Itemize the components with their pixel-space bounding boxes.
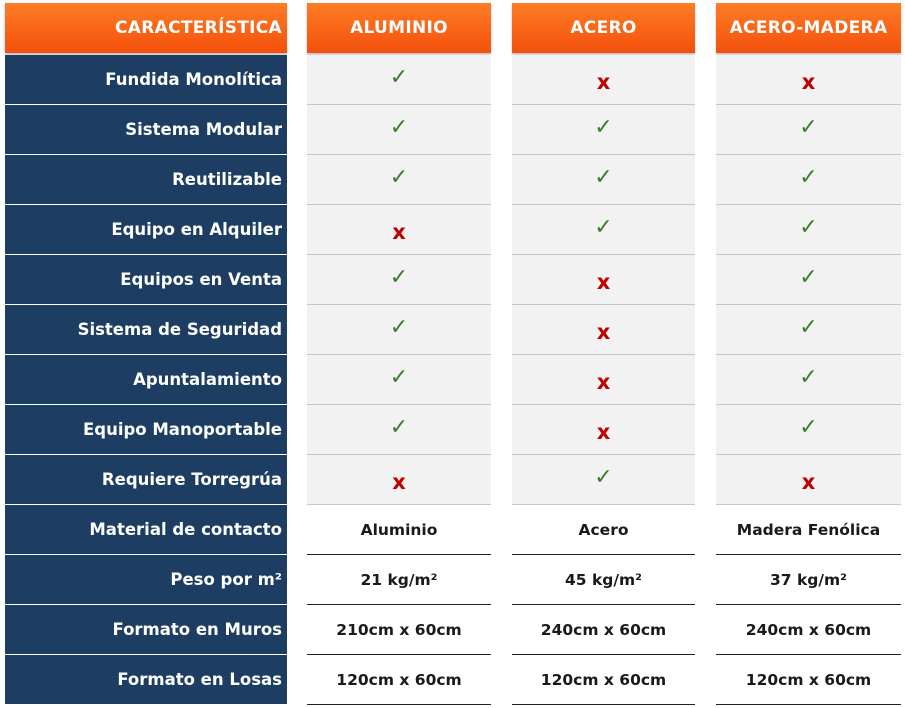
cell-value: 37 kg/m² [770,570,847,589]
row-label-formato-en-losas: Formato en Losas [5,655,287,705]
table-cell [512,605,695,655]
table-cell [307,355,491,405]
table-cell [512,505,695,555]
check-icon: ✓ [389,415,409,440]
cell-value: 240cm x 60cm [745,620,872,639]
cell-value: Acero [578,520,629,539]
table-cell [716,355,901,405]
check-icon: ✓ [799,365,818,390]
check-icon: ✓ [594,165,613,190]
table-cell [716,305,901,355]
table-cell [512,355,695,405]
table-cell [716,205,901,255]
table-cell [716,555,901,605]
column-header-acero: ACERO [512,3,695,53]
cross-icon: x [596,269,611,294]
cell-value: 120cm x 60cm [540,670,667,689]
cross-icon: x [596,369,611,394]
cell-value: 120cm x 60cm [336,670,462,689]
row-label-reutilizable: Reutilizable [5,155,287,205]
table-cell [307,405,491,455]
column-header-caracteristica: CARACTERÍSTICA [5,3,287,53]
row-label-fundida-monolitica: Fundida Monolítica [5,55,287,105]
cell-value: 21 kg/m² [360,570,438,589]
row-label-equipos-en-venta: Equipos en Venta [5,255,287,305]
check-icon: ✓ [389,265,409,290]
cross-icon: x [392,469,406,494]
row-label-material-de-contacto: Material de contacto [5,505,287,555]
row-label-peso-por-m: Peso por m² [5,555,287,605]
check-icon: ✓ [799,215,818,240]
row-label-requiere-torregrua: Requiere Torregrúa [5,455,287,505]
table-cell [307,505,491,555]
cell-value: Madera Fenólica [736,520,881,539]
check-icon: ✓ [799,315,818,340]
check-icon: ✓ [389,115,409,140]
cross-icon: x [596,419,611,444]
check-icon: ✓ [594,115,613,140]
table-cell [512,255,695,305]
check-icon: ✓ [389,165,409,190]
cell-value: Aluminio [360,520,438,539]
column-header-aluminio: ALUMINIO [307,3,491,53]
table-cell [307,105,491,155]
table-cell [307,555,491,605]
cell-value: 240cm x 60cm [540,620,667,639]
table-cell [512,455,695,505]
table-cell [716,105,901,155]
table-cell [512,155,695,205]
table-cell [716,155,901,205]
cell-value: 45 kg/m² [565,570,642,589]
table-cell [716,655,901,705]
cross-icon: x [392,219,406,244]
table-cell [512,655,695,705]
column-header-acero-madera: ACERO-MADERA [716,3,901,53]
row-label-formato-en-muros: Formato en Muros [5,605,287,655]
table-cell [716,505,901,555]
check-icon: ✓ [594,465,613,490]
table-cell [716,455,901,505]
cell-value: 210cm x 60cm [336,620,462,639]
table-cell [307,455,491,505]
table-cell [512,405,695,455]
check-icon: ✓ [799,165,818,190]
cross-icon: x [801,69,816,94]
check-icon: ✓ [799,115,818,140]
check-icon: ✓ [799,265,818,290]
check-icon: ✓ [389,65,409,90]
table-cell [307,205,491,255]
table-cell [716,255,901,305]
check-icon: ✓ [389,365,409,390]
check-icon: ✓ [799,415,818,440]
table-cell [512,105,695,155]
cell-value: 120cm x 60cm [745,670,872,689]
table-cell [307,305,491,355]
table-cell [307,155,491,205]
check-icon: ✓ [389,315,409,340]
row-label-apuntalamiento: Apuntalamiento [5,355,287,405]
table-cell [512,555,695,605]
row-label-equipo-manoportable: Equipo Manoportable [5,405,287,455]
check-icon: ✓ [594,215,613,240]
row-label-equipo-en-alquiler: Equipo en Alquiler [5,205,287,255]
table-cell [307,55,491,105]
table-cell [512,55,695,105]
cross-icon: x [801,469,816,494]
cross-icon: x [596,69,611,94]
table-cell [307,655,491,705]
table-cell [716,55,901,105]
table-cell [307,255,491,305]
table-cell [307,605,491,655]
table-cell [716,605,901,655]
table-cell [512,305,695,355]
cross-icon: x [596,319,611,344]
table-cell [716,405,901,455]
row-label-sistema-de-seguridad: Sistema de Seguridad [5,305,287,355]
table-cell [512,205,695,255]
row-label-sistema-modular: Sistema Modular [5,105,287,155]
